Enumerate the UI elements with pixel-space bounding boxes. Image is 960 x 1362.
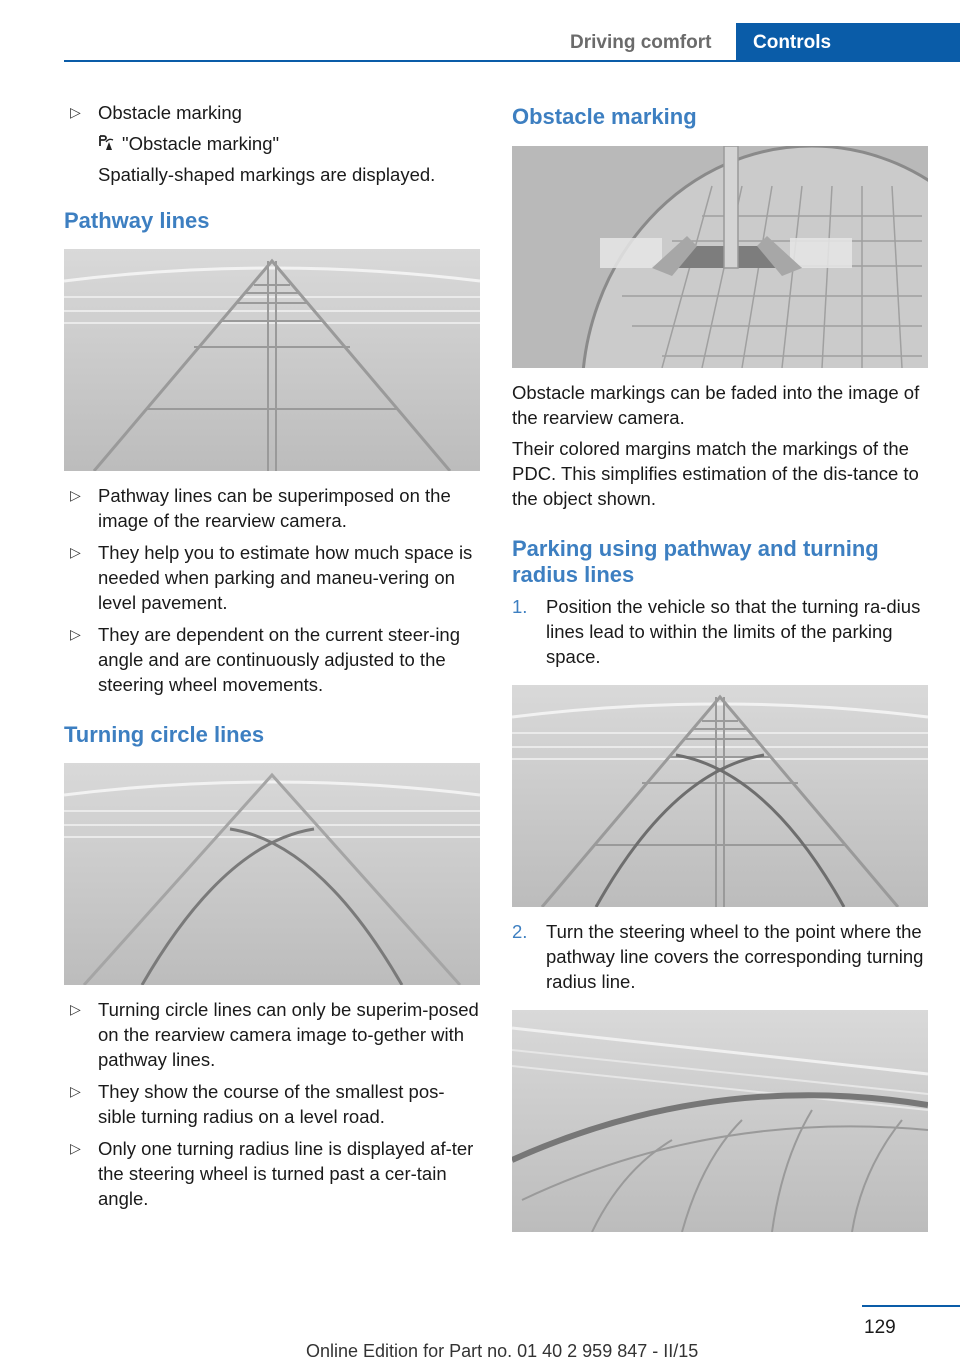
pathway-bullet-list — [64, 483, 480, 697]
turning-bullet-3 — [64, 1136, 480, 1211]
parking-step-1 — [512, 594, 928, 669]
triangle-right-icon: ▷ — [70, 487, 81, 503]
pathway-heading: Pathway lines — [64, 208, 210, 233]
footer-rule — [862, 1305, 960, 1307]
parking-heading: Parking using pathway and turning radius lines — [512, 536, 879, 587]
page-header — [0, 0, 960, 64]
pathway-bullet-3 — [64, 622, 480, 697]
triangle-right-icon: ▷ — [70, 626, 81, 642]
step-text: Position the vehicle so that the turning ra‐dius lines lead to within the limits of the parking space. — [546, 596, 921, 667]
turning-heading: Turning circle lines — [64, 722, 265, 747]
parking-step1-figure — [512, 685, 928, 907]
page-number: 129 — [864, 1317, 896, 1338]
right-column — [512, 100, 928, 1232]
pathway-bullet-2 — [64, 540, 480, 615]
intro-bullet-list — [64, 100, 480, 187]
step-text: Turn the steering wheel to the point where the pathway line covers the corresponding turning radius line. — [546, 921, 924, 992]
pathway-bullet-text-2: They help you to estimate how much space is needed when parking and maneu‐vering on level pavement. — [98, 542, 473, 613]
obstacle-para-2: Their colored margins match the markings of the PDC. This simplifies estimation of the dis‐tance to the object shown. — [512, 438, 919, 509]
pathway-lines-figure — [64, 249, 480, 471]
parking-steps-2 — [512, 919, 928, 994]
bullet-desc: Spatially-shaped markings are displayed. — [98, 164, 436, 185]
header-chapter-tab — [736, 23, 960, 62]
obstacle-marking-figure — [512, 146, 928, 368]
turning-bullet-text-1: Turning circle lines can only be superim‐posed on the rearview camera image to‐gether with pathway lines. — [98, 999, 479, 1070]
turning-bullet-text-3: Only one turning radius line is displayed af‐ter the steering wheel is turned past a cer‐tain angle. — [98, 1138, 474, 1209]
step-number: 2. — [512, 921, 528, 942]
pathway-bullet-1 — [64, 483, 480, 533]
button-label: "Obstacle marking" — [122, 133, 280, 154]
parking-step2-figure — [512, 1010, 928, 1232]
left-column — [64, 100, 480, 1218]
turning-bullet-list — [64, 997, 480, 1211]
pathway-bullet-text-3: They are dependent on the current steer‐ing angle and are continuously adjusted to the steering wheel movements. — [98, 624, 461, 695]
header-section-title: Driving comfort — [570, 32, 712, 53]
turning-bullet-text-2: They show the course of the smallest pos‐sible turning radius on a level road. — [98, 1081, 445, 1127]
obstacle-heading: Obstacle marking — [512, 104, 697, 129]
button-label-line — [98, 131, 480, 156]
bullet-title: Obstacle marking — [98, 102, 242, 123]
header-rule — [64, 60, 960, 62]
parking-steps-1 — [512, 594, 928, 669]
triangle-right-icon: ▷ — [70, 1140, 81, 1156]
triangle-right-icon: ▷ — [70, 104, 81, 120]
bullet-obstacle-marking — [64, 100, 480, 187]
header-chapter-label: Controls — [753, 32, 832, 53]
triangle-right-icon: ▷ — [70, 544, 81, 560]
step-number: 1. — [512, 596, 528, 617]
turning-circle-figure — [64, 763, 480, 985]
pathway-bullet-text-1: Pathway lines can be superimposed on the image of the rearview camera. — [98, 485, 451, 531]
triangle-right-icon: ▷ — [70, 1083, 81, 1099]
obstacle-para-1: Obstacle markings can be faded into the image of the rearview camera. — [512, 382, 920, 428]
obstacle-marking-icon — [98, 134, 116, 152]
edition-note: Online Edition for Part no. 01 40 2 959 847 - II/15 — [306, 1341, 699, 1361]
turning-bullet-1 — [64, 997, 480, 1072]
triangle-right-icon: ▷ — [70, 1001, 81, 1017]
parking-step-2 — [512, 919, 928, 994]
turning-bullet-2 — [64, 1079, 480, 1129]
